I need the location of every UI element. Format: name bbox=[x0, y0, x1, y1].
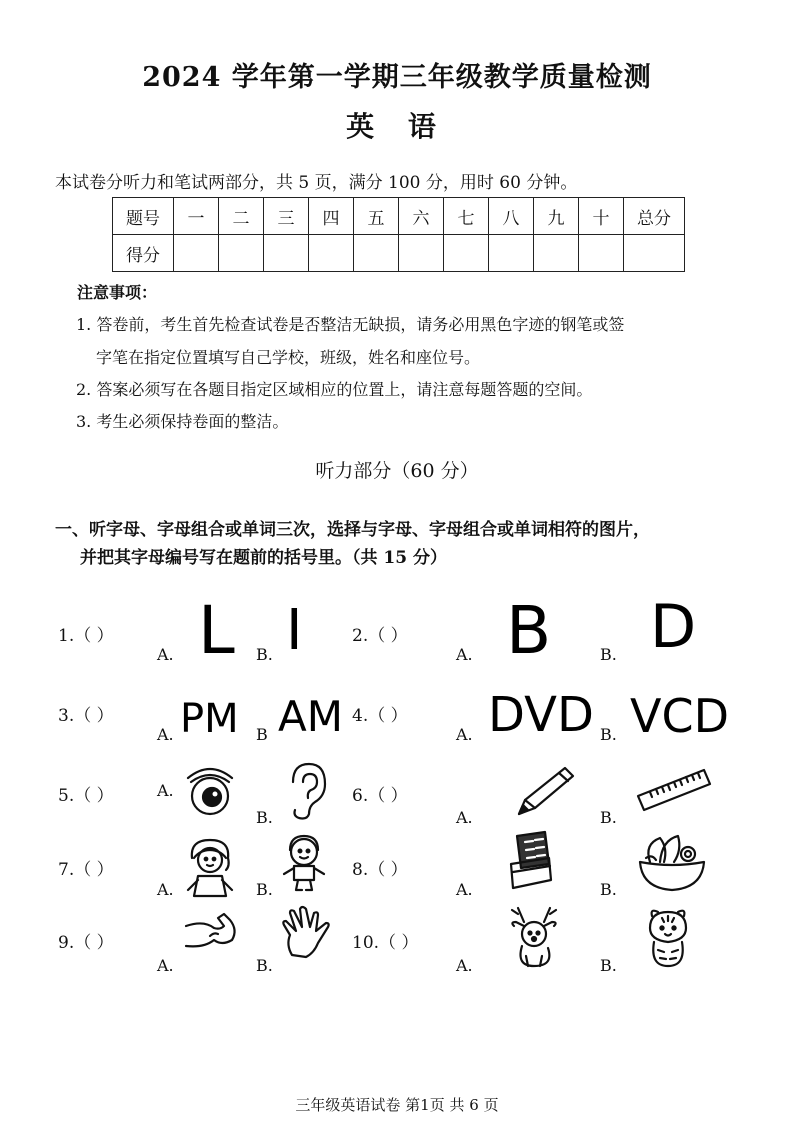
question-10-number[interactable]: 10.（ ） bbox=[352, 933, 419, 953]
eye-icon[interactable] bbox=[184, 762, 236, 818]
question-3-option-b-text[interactable]: AM bbox=[278, 692, 343, 741]
note-item-2: 2. 答案必须写在各题目指定区域相应的位置上，请注意每题答题的空间。 bbox=[76, 380, 593, 399]
score-input-cell[interactable] bbox=[399, 235, 444, 272]
note-item-1-cont: 字笔在指定位置填写自己学校，班级，姓名和座位号。 bbox=[96, 348, 481, 367]
section-title: 听力部分（60 分） bbox=[315, 460, 479, 482]
girl-icon[interactable] bbox=[182, 836, 238, 900]
notes-title: 注意事项： bbox=[77, 283, 158, 302]
question-8-option-a-label: A. bbox=[456, 880, 473, 899]
question-3-option-b-label: B bbox=[256, 725, 268, 744]
arm-muscle-icon[interactable] bbox=[184, 910, 238, 956]
question-1-number[interactable]: 1.（ ） bbox=[58, 626, 114, 646]
question-3-option-a-text[interactable]: PM bbox=[180, 696, 239, 742]
question-4-option-a-text[interactable]: DVD bbox=[488, 687, 594, 743]
score-cell-10: 十 bbox=[579, 198, 624, 235]
note-item-3: 3. 考生必须保持卷面的整洁。 bbox=[76, 412, 289, 431]
question-9-number[interactable]: 9.（ ） bbox=[58, 933, 114, 953]
score-cell-1: 一 bbox=[174, 198, 219, 235]
question-4-option-b-label: B. bbox=[600, 725, 617, 744]
score-cell-2: 二 bbox=[219, 198, 264, 235]
score-cell-9: 九 bbox=[534, 198, 579, 235]
question-5-option-b-label: B. bbox=[256, 808, 273, 827]
salad-bowl-icon[interactable] bbox=[636, 832, 708, 894]
deer-icon[interactable] bbox=[504, 904, 564, 970]
question-heading-line1: 一、听字母、字母组合或单词三次，选择与字母、字母组合或单词相符的图片， bbox=[55, 520, 650, 540]
chocolate-icon[interactable] bbox=[505, 830, 555, 892]
question-1-option-b-label: B. bbox=[256, 645, 273, 664]
page-footer: 三年级英语试卷 第1页 共 6 页 bbox=[295, 1096, 499, 1114]
ear-icon[interactable] bbox=[283, 762, 329, 822]
question-2-option-b-label: B. bbox=[600, 645, 617, 664]
question-6-option-b-label: B. bbox=[600, 808, 617, 827]
score-cell-label: 题号 bbox=[113, 198, 174, 235]
subject-title: 英 语 bbox=[346, 110, 448, 143]
score-input-cell[interactable] bbox=[534, 235, 579, 272]
question-10-option-b-label: B. bbox=[600, 956, 617, 975]
question-2-option-a-label: A. bbox=[456, 645, 473, 664]
question-3-number[interactable]: 3.（ ） bbox=[58, 706, 114, 726]
note-item-1: 1. 答卷前，考生首先检查试卷是否整洁无缺损，请务必用黑色字迹的钢笔或签 bbox=[76, 315, 625, 334]
score-cell-4: 四 bbox=[309, 198, 354, 235]
score-input-cell[interactable] bbox=[579, 235, 624, 272]
question-8-number[interactable]: 8.（ ） bbox=[352, 860, 408, 880]
question-4-option-a-label: A. bbox=[456, 725, 473, 744]
score-row-label: 得分 bbox=[113, 235, 174, 272]
question-1-option-b-letter[interactable]: I bbox=[286, 598, 303, 663]
question-1-option-a-letter[interactable]: L bbox=[198, 592, 235, 669]
question-10-option-a-label: A. bbox=[456, 956, 473, 975]
score-cell-5: 五 bbox=[354, 198, 399, 235]
question-2-option-a-letter[interactable]: B bbox=[506, 592, 552, 669]
score-cell-3: 三 bbox=[264, 198, 309, 235]
question-2-number[interactable]: 2.（ ） bbox=[352, 626, 408, 646]
score-input-cell[interactable] bbox=[174, 235, 219, 272]
score-input-cell[interactable] bbox=[354, 235, 399, 272]
score-cell-7: 七 bbox=[444, 198, 489, 235]
pencil-icon[interactable] bbox=[515, 764, 579, 818]
question-9-option-a-label: A. bbox=[157, 956, 174, 975]
ruler-icon[interactable] bbox=[636, 766, 712, 814]
boy-icon[interactable] bbox=[280, 832, 328, 892]
question-1-option-a-label: A. bbox=[157, 645, 174, 664]
score-cell-6: 六 bbox=[399, 198, 444, 235]
score-table bbox=[112, 197, 685, 272]
question-4-number[interactable]: 4.（ ） bbox=[352, 706, 408, 726]
score-cell-8: 八 bbox=[489, 198, 534, 235]
score-input-cell[interactable] bbox=[444, 235, 489, 272]
hand-icon[interactable] bbox=[282, 905, 338, 959]
question-6-number[interactable]: 6.（ ） bbox=[352, 786, 408, 806]
page-title: 2024 学年第一学期三年级教学质量检测 bbox=[142, 62, 652, 93]
tiger-icon[interactable] bbox=[642, 906, 694, 970]
question-7-number[interactable]: 7.（ ） bbox=[58, 860, 114, 880]
score-table-score-row bbox=[113, 235, 685, 272]
score-input-cell[interactable] bbox=[264, 235, 309, 272]
exam-intro: 本试卷分听力和笔试两部分，共 5 页，满分 100 分，用时 60 分钟。 bbox=[55, 173, 578, 193]
score-input-cell[interactable] bbox=[489, 235, 534, 272]
question-3-option-a-label: A. bbox=[157, 725, 174, 744]
question-5-number[interactable]: 5.（ ） bbox=[58, 786, 114, 806]
question-8-option-b-label: B. bbox=[600, 880, 617, 899]
question-2-option-b-letter[interactable]: D bbox=[650, 592, 697, 662]
question-9-option-b-label: B. bbox=[256, 956, 273, 975]
question-6-option-a-label: A. bbox=[456, 808, 473, 827]
question-heading-line2: 并把其字母编号写在题前的括号里。（共 15 分） bbox=[80, 548, 447, 568]
score-table-header-row bbox=[113, 198, 685, 235]
question-4-option-b-text[interactable]: VCD bbox=[630, 689, 730, 743]
question-7-option-b-label: B. bbox=[256, 880, 273, 899]
score-input-cell[interactable] bbox=[309, 235, 354, 272]
score-input-cell-total[interactable] bbox=[624, 235, 685, 272]
question-7-option-a-label: A. bbox=[157, 880, 174, 899]
score-cell-total: 总分 bbox=[624, 198, 685, 235]
score-input-cell[interactable] bbox=[219, 235, 264, 272]
question-5-option-a-label: A. bbox=[157, 781, 174, 800]
